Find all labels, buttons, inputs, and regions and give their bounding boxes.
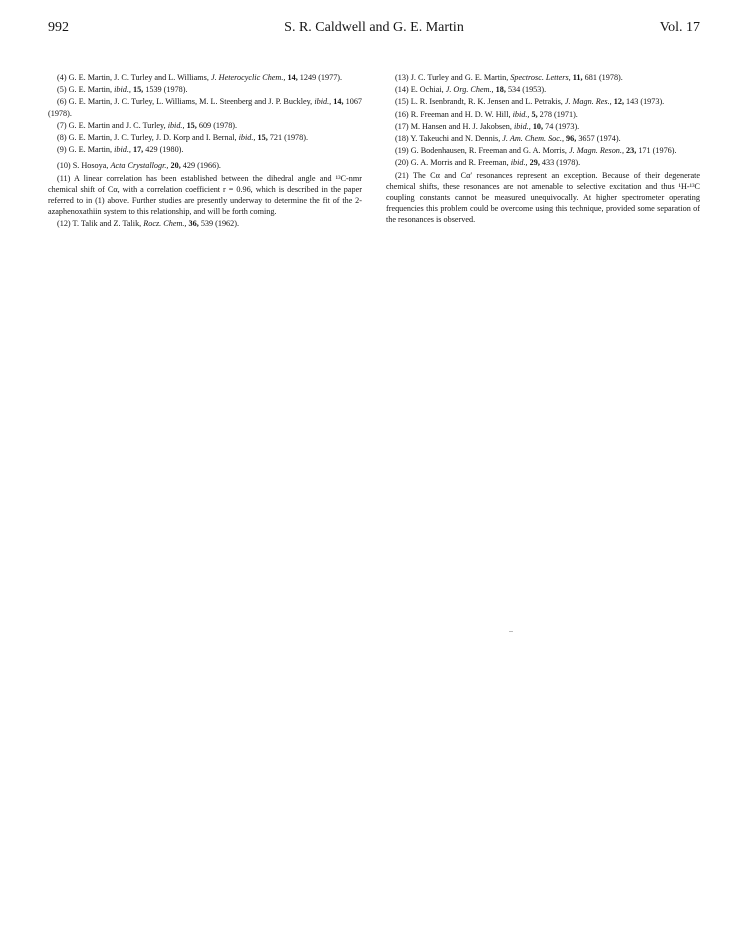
- reference-19: (19) G. Bodenhausen, R. Freeman and G. A. Morris, J. Magn. Reson., 23, 171 (1976).: [395, 146, 677, 156]
- page-header: [48, 20, 700, 40]
- reference-8: (8) G. E. Martin, J. C. Turley, J. D. Korp and I. Bernal, ibid., 15, 721 (1978).: [57, 133, 308, 143]
- reference-14: (14) E. Ochiai, J. Org. Chem., 18, 534 (1953).: [395, 85, 547, 95]
- reference-13: (13) J. C. Turley and G. E. Martin, Spectrosc. Letters, 11, 681 (1978).: [395, 73, 623, 82]
- reference-21: (21) The Cα and Cα′ resonances represent an exception. Because of their degenerate chemical shifts, these resonances are not amenable to selective excitation and thus ¹H-¹³C coupling constants cannot be measured unequivocally. At higher spectrometer operating frequencies this problem could be overcome using this technique, provided some separation of the resonances is observed.: [386, 170, 700, 225]
- reference-17: (17) M. Hansen and H. J. Jakobsen, ibid., 10, 74 (1973).: [395, 121, 580, 131]
- reference-10: (10) S. Hosoya, Acta Crystallogr., 20, 429 (1966).: [57, 161, 221, 171]
- reference-7: (7) G. E. Martin and J. C. Turley, ibid., 15, 609 (1978).: [57, 120, 238, 130]
- reference-5: (5) G. E. Martin, ibid., 15, 1539 (1978).: [57, 85, 188, 95]
- page-number: 992: [48, 20, 69, 35]
- volume-label: Vol. 17: [659, 20, 700, 35]
- reference-18: (18) Y. Takeuchi and N. Dennis, J. Am. Chem. Soc., 96, 3657 (1974).: [395, 134, 621, 144]
- references-right-column: [386, 72, 700, 227]
- reference-12: (12) T. Talik and Z. Talik, Rocz. Chem., 36, 539 (1962).: [57, 219, 240, 229]
- reference-4: (4) G. E. Martin, J. C. Turley and L. Williams, J. Heterocyclic Chem., 14, 1249 (1977).: [57, 73, 343, 82]
- reference-6: (6) G. E. Martin, J. C. Turley, L. Williams, M. L. Steenberg and J. P. Buckley, ibid., 14, 1067 (1978).: [48, 97, 363, 118]
- running-title: S. R. Caldwell and G. E. Martin: [284, 20, 464, 35]
- reference-20: (20) G. A. Morris and R. Freeman, ibid., 29, 433 (1978).: [395, 158, 581, 168]
- references-left-column: [48, 72, 362, 231]
- reference-16: (16) R. Freeman and H. D. W. Hill, ibid., 5, 278 (1971).: [395, 109, 578, 119]
- reference-9: (9) G. E. Martin, ibid., 17, 429 (1980).: [57, 145, 184, 155]
- reference-15: (15) L. R. Isenbrandt, R. K. Jensen and L. Petrakis, J. Magn. Res., 12, 143 (1973).: [395, 97, 665, 107]
- scan-speck: [509, 631, 513, 632]
- reference-11: (11) A linear correlation has been established between the dihedral angle and ¹³C-nmr chemical shift of Cα, with a correlation coefficient r = 0.96, which is described in the paper referred to in (1) above. Further studies are presently underway to determine the fit of the 2-azaphenoxathiin system to this relationship, and will be forth coming.: [48, 173, 362, 217]
